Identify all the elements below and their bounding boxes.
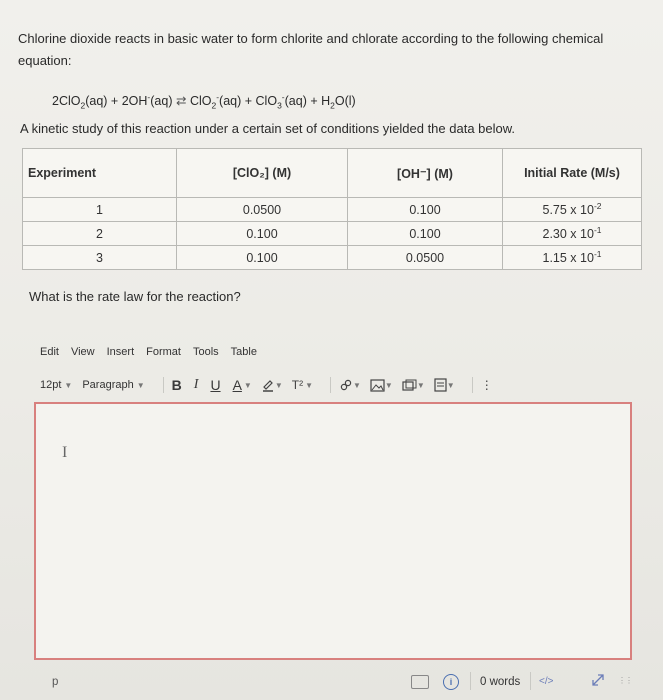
text-cursor-icon: I bbox=[62, 444, 68, 461]
underline-button[interactable]: U bbox=[210, 377, 221, 393]
kinetics-table bbox=[22, 148, 642, 270]
cell-clo2: 0.100 bbox=[177, 222, 348, 246]
media-icon bbox=[402, 379, 417, 392]
status-divider bbox=[470, 672, 471, 690]
table-row bbox=[23, 246, 642, 270]
menu-table[interactable]: Table bbox=[230, 346, 257, 358]
editor-statusbar bbox=[34, 672, 634, 696]
toolbar-divider bbox=[330, 377, 331, 393]
table-row bbox=[23, 198, 642, 222]
header-rate: Initial Rate (M/s) bbox=[503, 149, 642, 198]
table-row bbox=[23, 222, 642, 246]
media-button[interactable] bbox=[402, 379, 425, 392]
header-experiment: Experiment bbox=[23, 149, 177, 198]
toolbar-divider bbox=[163, 377, 164, 393]
chevron-down-icon: ▼ bbox=[274, 380, 283, 390]
status-divider bbox=[530, 672, 531, 690]
cell-rate: 5.75 x $10^{-2}$ bbox=[503, 198, 642, 222]
menu-edit[interactable]: Edit bbox=[40, 346, 59, 358]
block-format-select[interactable]: Paragraph ▼ bbox=[82, 379, 145, 391]
editor-menubar bbox=[40, 346, 257, 358]
cell-oh: 0.100 bbox=[348, 222, 503, 246]
question-text: Chlorine dioxide reacts in basic water to form chlorite and chlorate according to the following chemical equation: bbox=[18, 31, 604, 68]
table-header-row bbox=[23, 149, 642, 198]
cell-rate: 1.15 x $10^{-1}$ bbox=[503, 246, 642, 270]
keyboard-icon[interactable] bbox=[411, 675, 429, 689]
bold-button[interactable]: B bbox=[171, 377, 182, 393]
cell-experiment: 2 bbox=[23, 222, 177, 246]
link-button[interactable] bbox=[339, 378, 361, 392]
accessibility-icon[interactable]: i bbox=[443, 674, 459, 690]
text-color-button[interactable]: A ▼ bbox=[232, 377, 252, 393]
follow-up-question: What is the rate law for the reaction? bbox=[29, 289, 241, 304]
more-options-button[interactable]: ⋮ bbox=[480, 378, 493, 392]
fullscreen-icon[interactable] bbox=[590, 672, 606, 691]
header-oh: [OH⁻] (M) bbox=[348, 149, 503, 198]
menu-insert[interactable]: Insert bbox=[106, 346, 135, 358]
chevron-down-icon: ▼ bbox=[353, 380, 361, 390]
cell-experiment: 1 bbox=[23, 198, 177, 222]
rich-text-editor[interactable] bbox=[34, 402, 632, 660]
link-icon bbox=[339, 378, 353, 392]
data-intro: A kinetic study of this reaction under a certain set of conditions yielded the data below. bbox=[20, 121, 516, 136]
chevron-down-icon: ▼ bbox=[64, 380, 73, 390]
document-button[interactable] bbox=[434, 378, 455, 392]
highlight-color-button[interactable] bbox=[261, 378, 283, 392]
highlighter-icon bbox=[261, 378, 275, 392]
chevron-down-icon: ▼ bbox=[416, 380, 425, 390]
menu-view[interactable]: View bbox=[70, 346, 95, 358]
html-editor-toggle[interactable]: </> bbox=[539, 676, 554, 687]
word-count[interactable]: 0 words bbox=[480, 676, 521, 688]
chevron-down-icon: ▼ bbox=[384, 380, 393, 390]
chevron-down-icon: ▼ bbox=[136, 380, 145, 390]
chevron-down-icon: ▼ bbox=[305, 380, 313, 390]
element-path[interactable]: p bbox=[52, 676, 59, 688]
toolbar-divider bbox=[472, 377, 473, 393]
image-button[interactable] bbox=[370, 379, 393, 392]
equilibrium-arrow: ⇄ bbox=[175, 94, 187, 109]
menu-format[interactable]: Format bbox=[146, 346, 181, 358]
font-size-select[interactable]: 12pt ▼ bbox=[40, 379, 73, 391]
document-icon bbox=[434, 378, 447, 392]
chevron-down-icon: ▼ bbox=[446, 380, 455, 390]
cell-oh: 0.100 bbox=[348, 198, 503, 222]
editor-toolbar bbox=[40, 375, 502, 395]
cell-experiment: 3 bbox=[23, 246, 177, 270]
resize-handle-icon[interactable]: ⋮⋮ bbox=[618, 676, 632, 685]
cell-clo2: 0.0500 bbox=[177, 198, 348, 222]
header-clo2: [ClO₂] (M) bbox=[177, 149, 348, 198]
italic-button[interactable]: I bbox=[193, 377, 199, 392]
chevron-down-icon: ▼ bbox=[243, 380, 252, 390]
cell-clo2: 0.100 bbox=[177, 246, 348, 270]
chemical-equation: 2ClO$_2$(aq) + 2OH-(aq) ⇄ $ClO_2^-(aq) + ClO_3^-(aq) + H_2O(l)$ bbox=[52, 92, 356, 111]
superscript-button[interactable]: T² ▼ bbox=[291, 378, 313, 392]
cell-oh: 0.0500 bbox=[348, 246, 503, 270]
menu-tools[interactable]: Tools bbox=[192, 346, 219, 358]
image-icon bbox=[370, 379, 385, 392]
cell-rate: 2.30 x $10^{-1}$ bbox=[503, 222, 642, 246]
